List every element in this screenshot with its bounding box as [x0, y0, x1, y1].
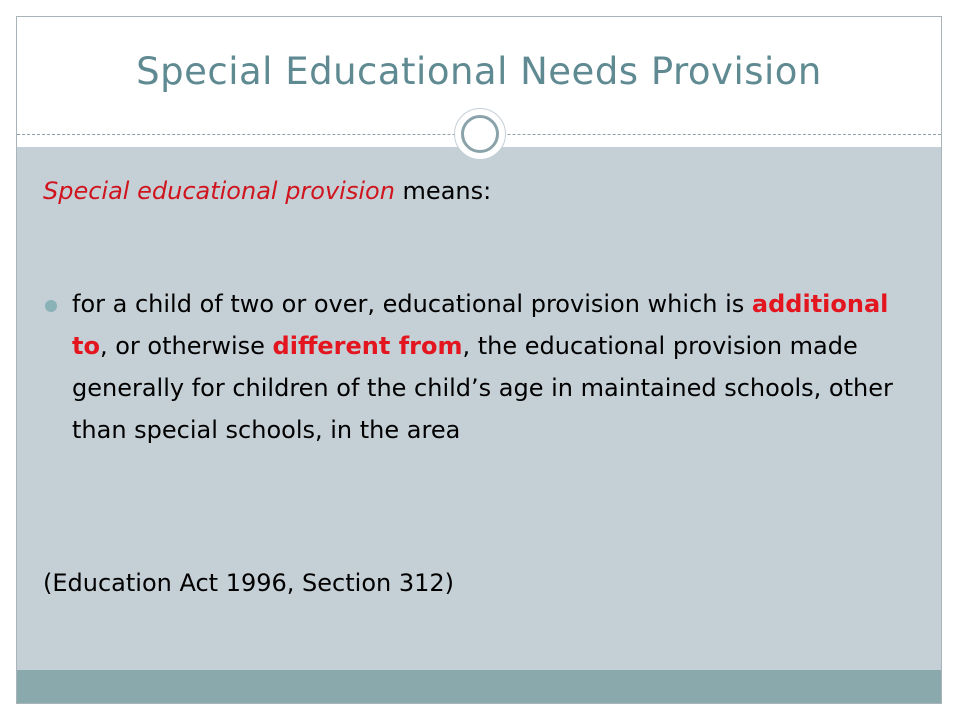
bullet-text-part1: for a child of two or over, educational provision which is [72, 290, 752, 318]
definition-bullet [72, 283, 902, 451]
bullet-text-part2: , or otherwise [99, 332, 273, 360]
bottom-bar [17, 670, 941, 704]
defined-term: Special educational provision [43, 177, 395, 205]
slide-title: Special Educational Needs Provision [136, 50, 822, 93]
definition-intro [43, 177, 491, 205]
circle-ring-icon [454, 108, 506, 160]
intro-rest: means: [394, 177, 492, 205]
bullet-dot-icon [45, 300, 57, 312]
slide [16, 16, 942, 704]
bullet-text-part3: , the educational provision made generally for children of the child’s age in maintained schools, other than special schools, in the area [72, 332, 893, 444]
highlight-additional-to: additional to [72, 290, 889, 360]
highlight-different-from: different from [272, 332, 463, 360]
ornament-ring [461, 115, 499, 153]
citation: (Education Act 1996, Section 312) [43, 569, 455, 597]
